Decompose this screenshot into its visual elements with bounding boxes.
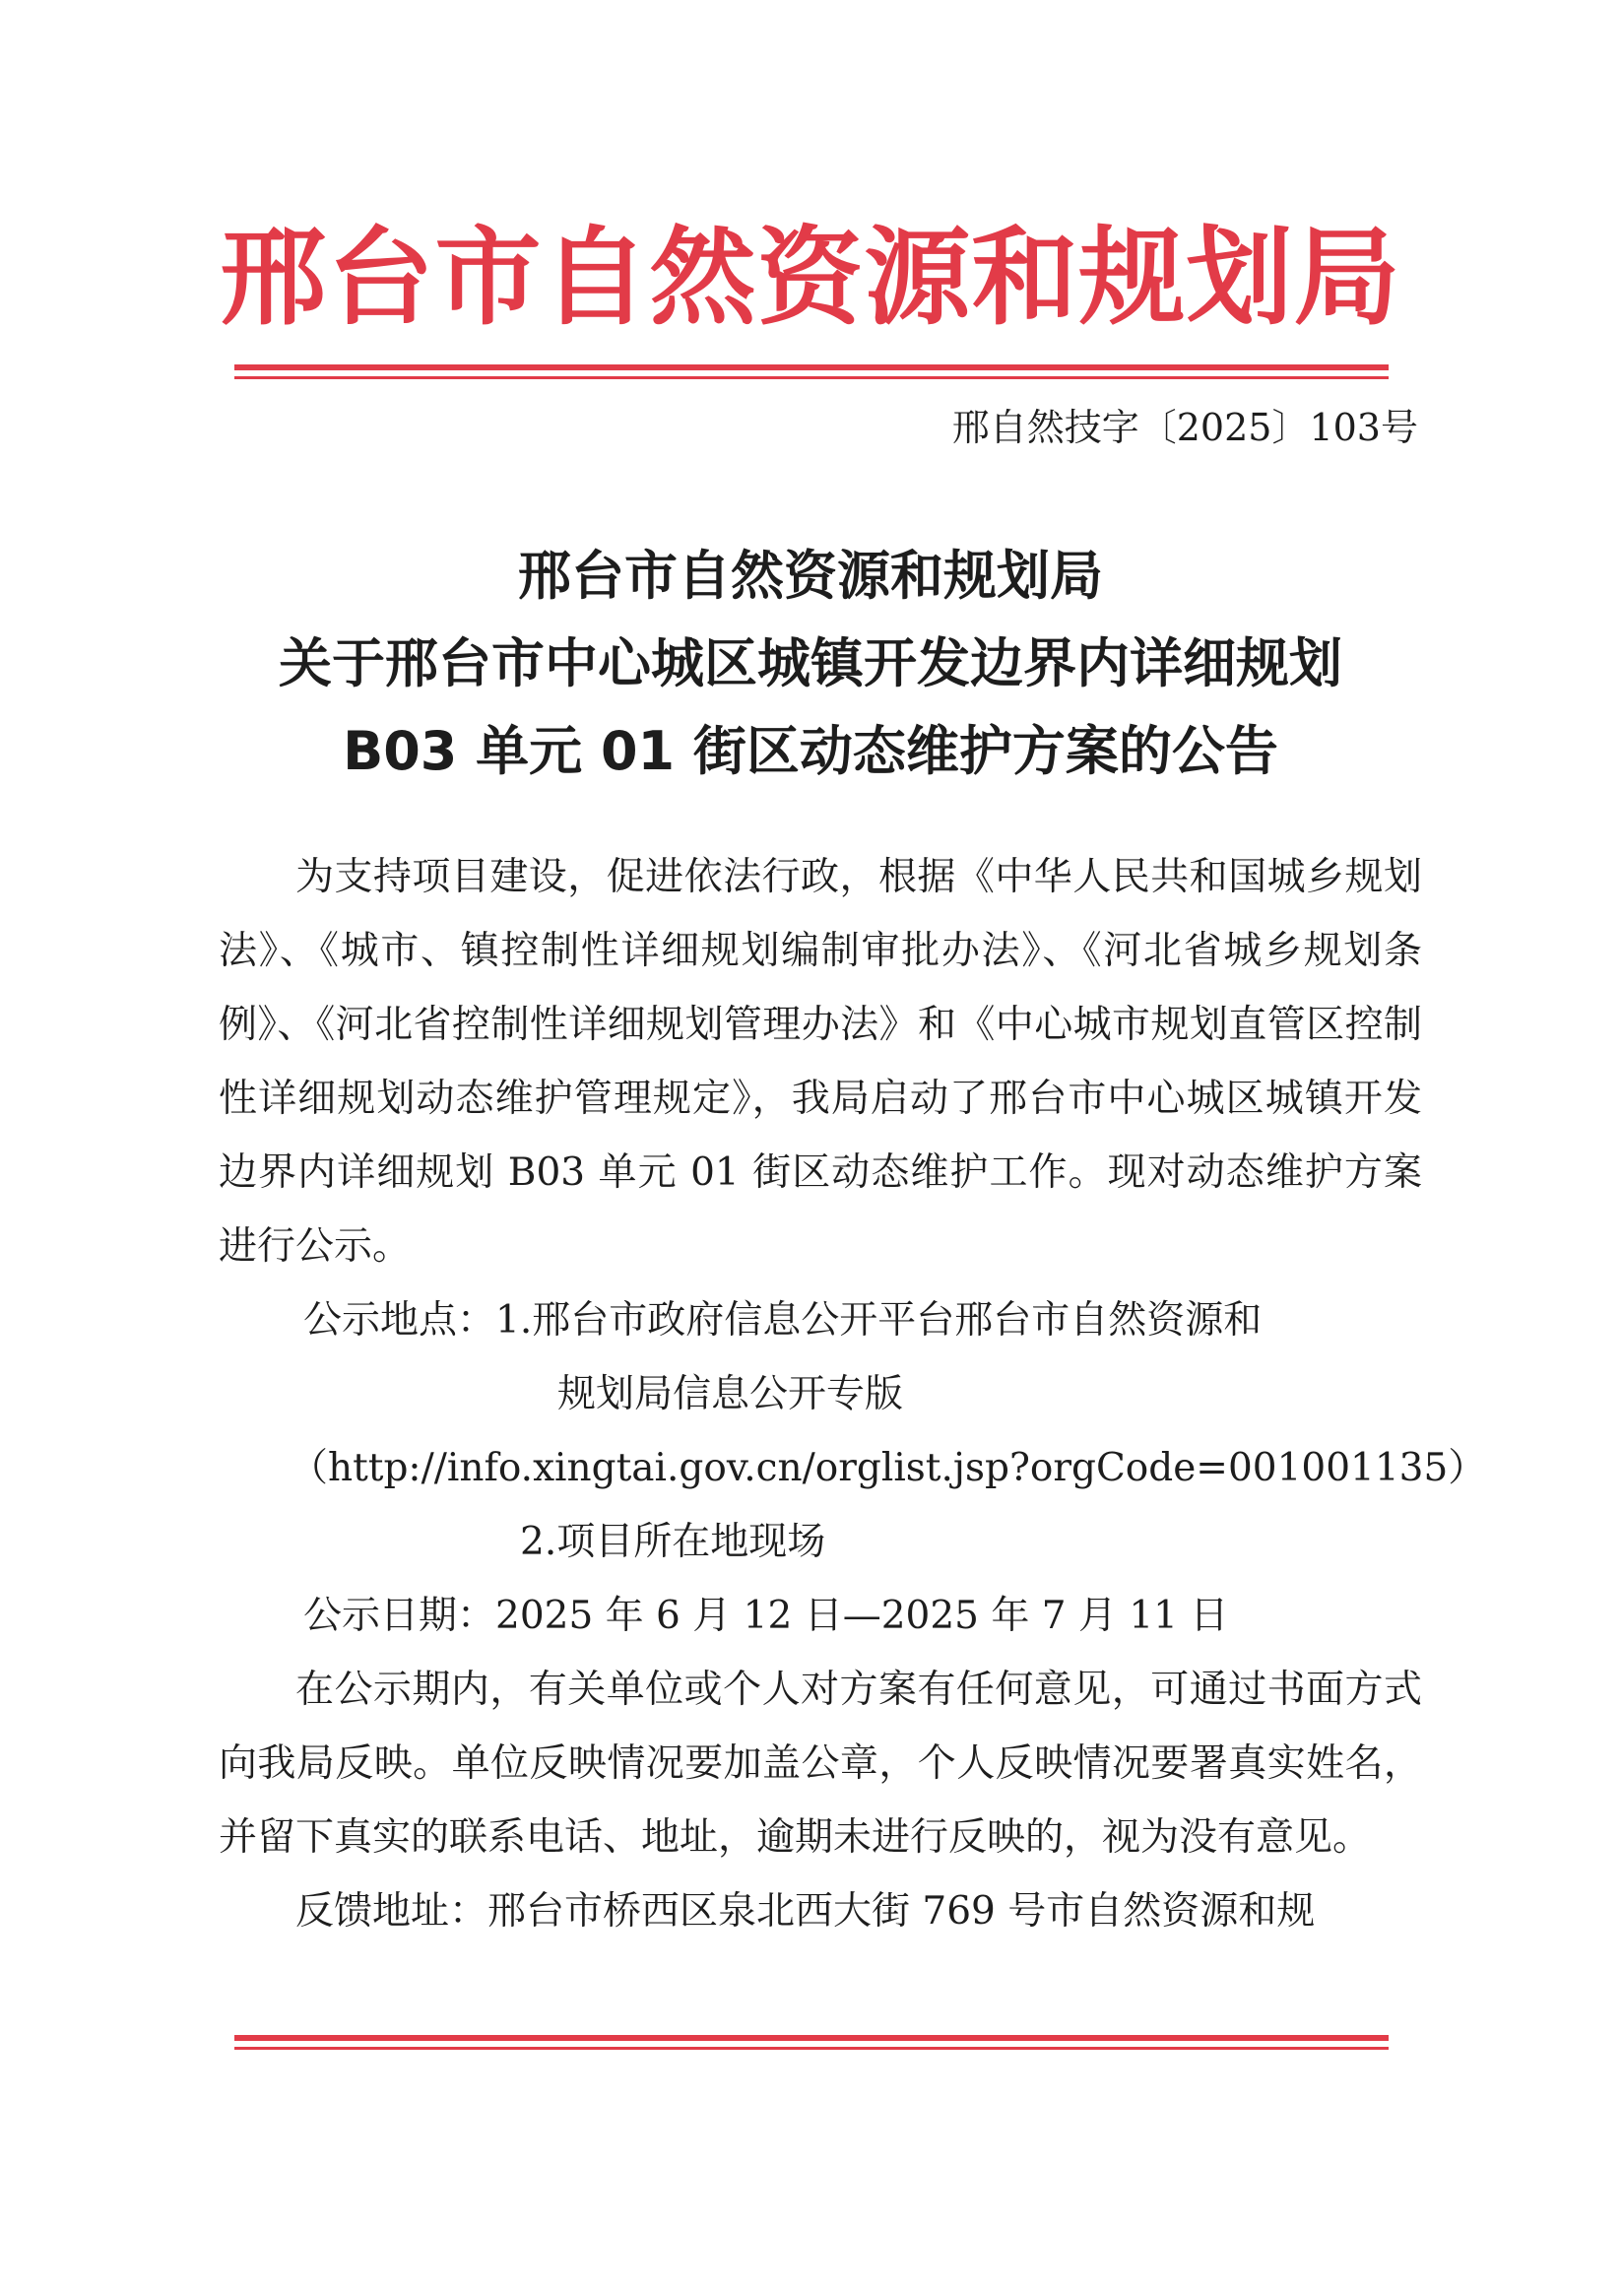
date-label: 公示日期：: [303, 1594, 496, 1638]
location-item-1: 1.邢台市政府信息公开平台邢台市自然资源和: [495, 1298, 1263, 1343]
location-item-2: 2.项目所在地现场: [520, 1520, 826, 1564]
title-line-1: 邢台市自然资源和规划局: [518, 545, 1103, 607]
intro-paragraph: 为支持项目建设，促进依法行政，根据《中华人民共和国城乡规划法》、《城市、镇控制性详细规划编制审批办法》、《河北省城乡规划条例》、《河北省控制性详细规划管理办法》和《中心城市规划直管区控制性详细规划动态维护管理规定》，我局启动了邢台市中心城区城镇开发边界内详细规划 B03 单元 01 街区动态维护工作。现对动态维护方案进行公示。: [219, 855, 1422, 1269]
title-line-3: B03 单元 01 街区动态维护方案的公告: [343, 720, 1278, 782]
red-double-rule-top: [234, 364, 1389, 379]
location-url: （http://info.xingtai.gov.cn/orglist.jsp?orgCode=001001135）: [290, 1446, 1487, 1490]
opinion-paragraph: 在公示期内，有关单位或个人对方案有任何意见，可通过书面方式向我局反映。单位反映情况要加盖公章，个人反映情况要署真实姓名，并留下真实的联系电话、地址，逾期未进行反映的，视为没有意见。: [219, 1668, 1422, 1860]
red-double-rule-bottom: [234, 2035, 1389, 2050]
announcement-body: [219, 840, 1487, 1948]
date-value: 2025 年 6 月 12 日—2025 年 7 月 11 日: [495, 1594, 1229, 1638]
location-line: [219, 1283, 1422, 1357]
feedback-address: 反馈地址：邢台市桥西区泉北西大街 769 号市自然资源和规: [295, 1889, 1316, 1934]
date-line: [219, 1579, 1422, 1653]
document-number: 邢自然技字〔2025〕103号: [951, 406, 1418, 449]
location-label: 公示地点：: [303, 1298, 496, 1343]
title-line-2: 关于邢台市中心城区城镇开发边界内详细规划: [279, 632, 1342, 694]
org-masthead: 邢台市自然资源和规划局: [220, 217, 1401, 340]
announcement-title: [0, 532, 1621, 795]
location-item-1-continued: 规划局信息公开专版: [557, 1372, 904, 1416]
